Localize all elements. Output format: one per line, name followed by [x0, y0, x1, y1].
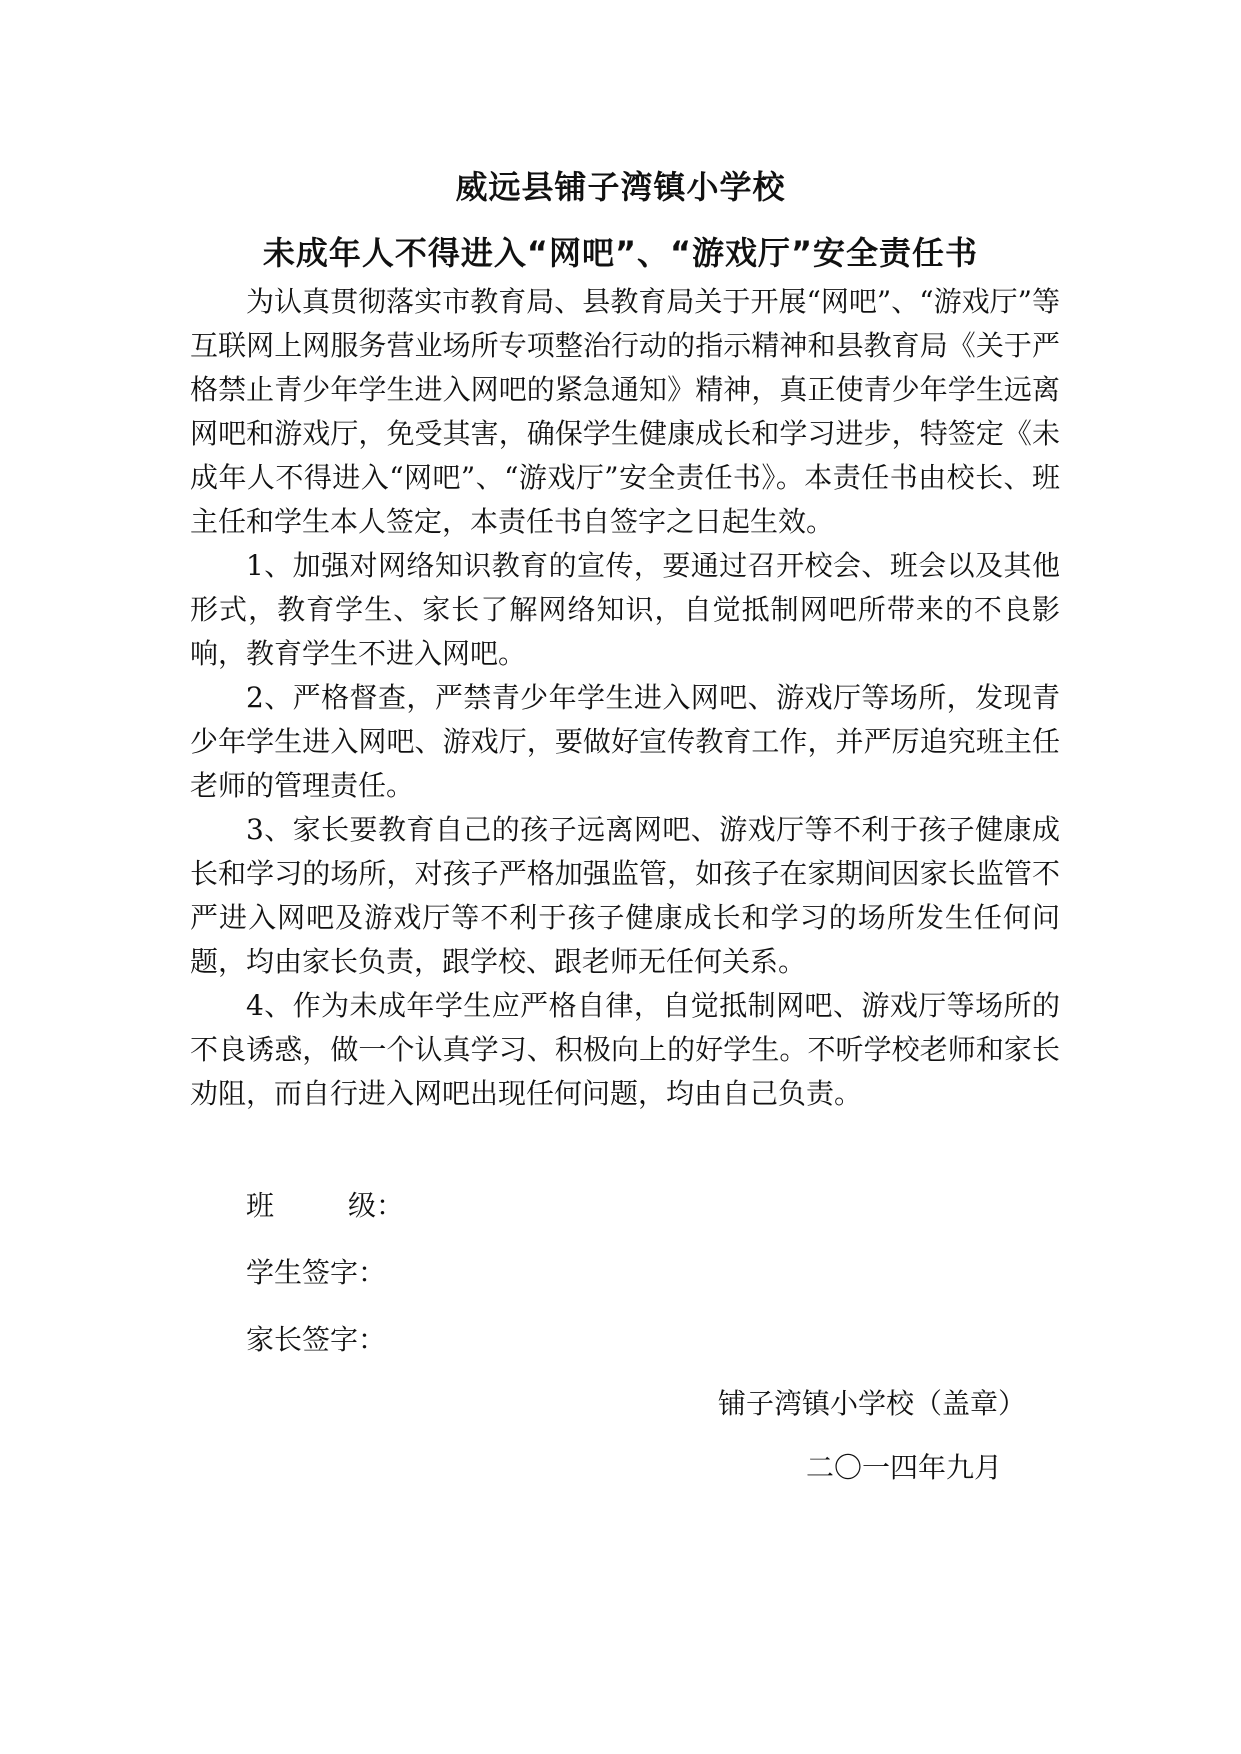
parent-signature-field: [246, 1320, 386, 1360]
class-colon: ：: [376, 1189, 405, 1222]
class-field: [246, 1186, 404, 1226]
clause-3-paragraph: 3、家长要教育自己的孩子远离网吧、游戏厅等不利于孩子健康成长和学习的场所，对孩子严格加强监管，如孩子在家期间因家长监管不严进入网吧及游戏厅等不利于孩子健康成长和学习的场所发生任何问题，均由家长负责，跟学校、跟老师无任何关系。: [190, 813, 1060, 978]
parent-signature-label: 家长签字：: [246, 1323, 387, 1356]
intro-paragraph: 为认真贯彻落实市教育局、县教育局关于开展“网吧”、“游戏厅”等互联网上网服务营业场所专项整治行动的指示精神和县教育局《关于严格禁止青少年学生进入网吧的紧急通知》精神，真正使青少年学生远离网吧和游戏厅，免受其害，确保学生健康成长和学习进步，特签定《未成年人不得进入“网吧”、“游戏厅”安全责任书》。本责任书由校长、班主任和学生本人签定，本责任书自签字之日起生效。: [190, 285, 1060, 538]
document-date: 二〇一四年九月: [806, 1451, 1003, 1484]
school-stamp-line: 铺子湾镇小学校（盖章）: [718, 1387, 1027, 1420]
document-title: 未成年人不得进入“网吧”、“游戏厅”安全责任书: [262, 234, 979, 272]
school-title: 威远县铺子湾镇小学校: [455, 168, 786, 206]
clause-2-paragraph: 2、严格督查，严禁青少年学生进入网吧、游戏厅等场所，发现青少年学生进入网吧、游戏厅，要做好宣传教育工作，并严厉追究班主任老师的管理责任。: [190, 681, 1060, 802]
student-signature-label: 学生签字：: [246, 1256, 387, 1289]
class-label: 班级: [246, 1189, 376, 1222]
clause-4-paragraph: 4、作为未成年学生应严格自律，自觉抵制网吧、游戏厅等场所的不良诱惑，做一个认真学习、积极向上的好学生。不听学校老师和家长劝阻，而自行进入网吧出现任何问题，均由自己负责。: [190, 989, 1060, 1110]
clause-1-paragraph: 1、加强对网络知识教育的宣传，要通过召开校会、班会以及其他形式，教育学生、家长了解网络知识，自觉抵制网吧所带来的不良影响，教育学生不进入网吧。: [190, 549, 1060, 670]
student-signature-field: [246, 1253, 386, 1293]
document-body: [190, 280, 1060, 1116]
